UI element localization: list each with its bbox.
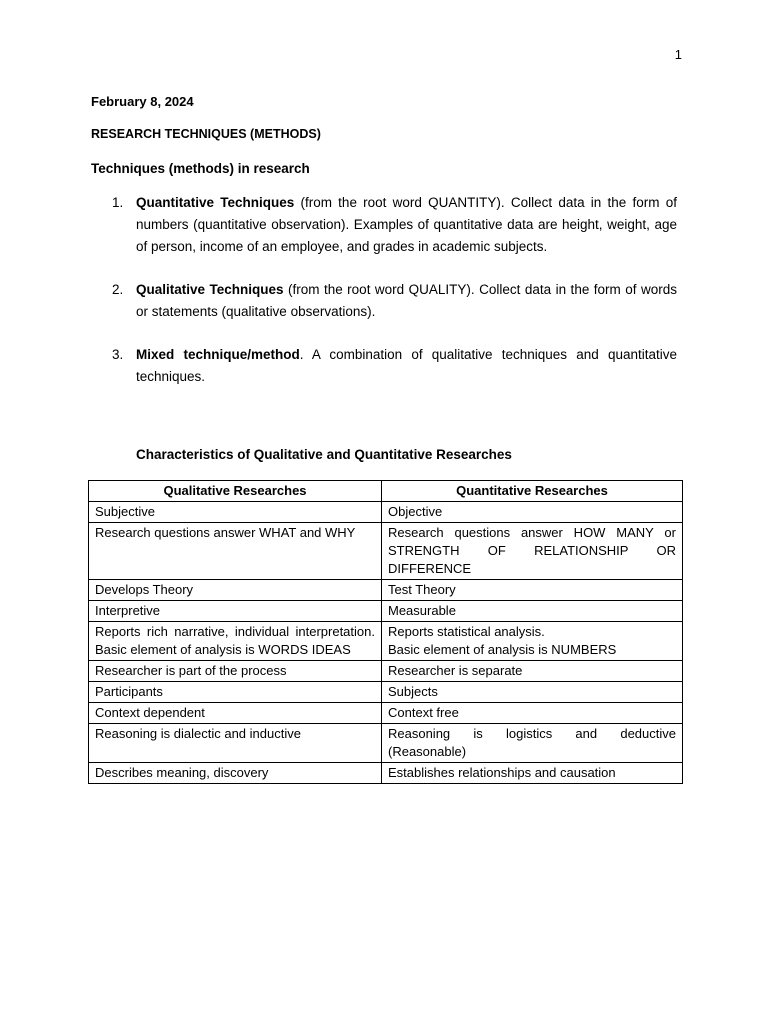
quantitative-cell: Context free: [382, 703, 683, 724]
table-header-row: [89, 481, 683, 502]
table-row: [89, 601, 683, 622]
list-number: 1.: [112, 195, 124, 210]
quantitative-cell-line: Basic element of analysis is NUMBERS: [388, 642, 617, 657]
qualitative-cell: Context dependent: [89, 703, 382, 724]
qualitative-cell: Research questions answer WHAT and WHY: [89, 523, 382, 580]
technique-description: (from the root word QUANTITY). Collect data in the form of numbers (quantitative observation). Examples of quantitative data are height, weight, age of person, income of an employee, and grades in academic subjects.: [136, 195, 677, 254]
column-header-qualitative: Qualitative Researches: [89, 481, 382, 502]
quantitative-cell: Research questions answer HOW MANY or STRENGTH OF RELATIONSHIP OR DIFFERENCE: [382, 523, 683, 580]
quantitative-cell: Test Theory: [382, 580, 683, 601]
qualitative-cell: Reports rich narrative, individual interpretation. Basic element of analysis is WORDS IDEAS: [89, 622, 382, 661]
technique-description: (from the root word QUALITY). Collect data in the form of words or statements (qualitative observations).: [136, 282, 678, 319]
table-row: [89, 703, 683, 724]
quantitative-cell: Subjects: [382, 682, 683, 703]
qualitative-cell: Interpretive: [89, 601, 382, 622]
table-row: [89, 763, 683, 784]
quantitative-cell: [382, 622, 683, 661]
document-title: RESEARCH TECHNIQUES (METHODS): [91, 127, 321, 141]
characteristics-table: [88, 480, 683, 784]
section-heading: Techniques (methods) in research: [91, 161, 310, 176]
qualitative-cell: Participants: [89, 682, 382, 703]
technique-name: Qualitative Techniques: [136, 282, 284, 297]
techniques-list: [91, 192, 677, 409]
quantitative-cell: Reasoning is logistics and deductive (Reasonable): [382, 724, 683, 763]
page-number: 1: [674, 47, 682, 62]
list-item: [91, 192, 677, 258]
column-header-quantitative: Quantitative Researches: [382, 481, 683, 502]
table-row: [89, 682, 683, 703]
qualitative-cell: Develops Theory: [89, 580, 382, 601]
qualitative-cell: Subjective: [89, 502, 382, 523]
table-row: [89, 580, 683, 601]
qualitative-cell: Reasoning is dialectic and inductive: [89, 724, 382, 763]
technique-name: Mixed technique/method: [136, 347, 300, 362]
qualitative-cell: Researcher is part of the process: [89, 661, 382, 682]
quantitative-cell: Researcher is separate: [382, 661, 683, 682]
list-item: [91, 279, 677, 323]
table-row: [89, 622, 683, 661]
table-caption: Characteristics of Qualitative and Quantitative Researches: [136, 447, 512, 462]
table-row: [89, 523, 683, 580]
qualitative-cell: Describes meaning, discovery: [89, 763, 382, 784]
quantitative-cell-line: Reports statistical analysis.: [388, 624, 545, 639]
quantitative-cell: Establishes relationships and causation: [382, 763, 683, 784]
list-item: [91, 344, 677, 388]
table-row: [89, 661, 683, 682]
table-row: [89, 502, 683, 523]
technique-description: . A combination of qualitative techniques and quantitative techniques.: [136, 347, 677, 384]
quantitative-cell: Objective: [382, 502, 683, 523]
table-row: [89, 724, 683, 763]
quantitative-cell: Measurable: [382, 601, 683, 622]
document-date: February 8, 2024: [91, 94, 194, 109]
list-number: 2.: [112, 282, 124, 297]
technique-name: Quantitative Techniques: [136, 195, 295, 210]
list-number: 3.: [112, 347, 124, 362]
